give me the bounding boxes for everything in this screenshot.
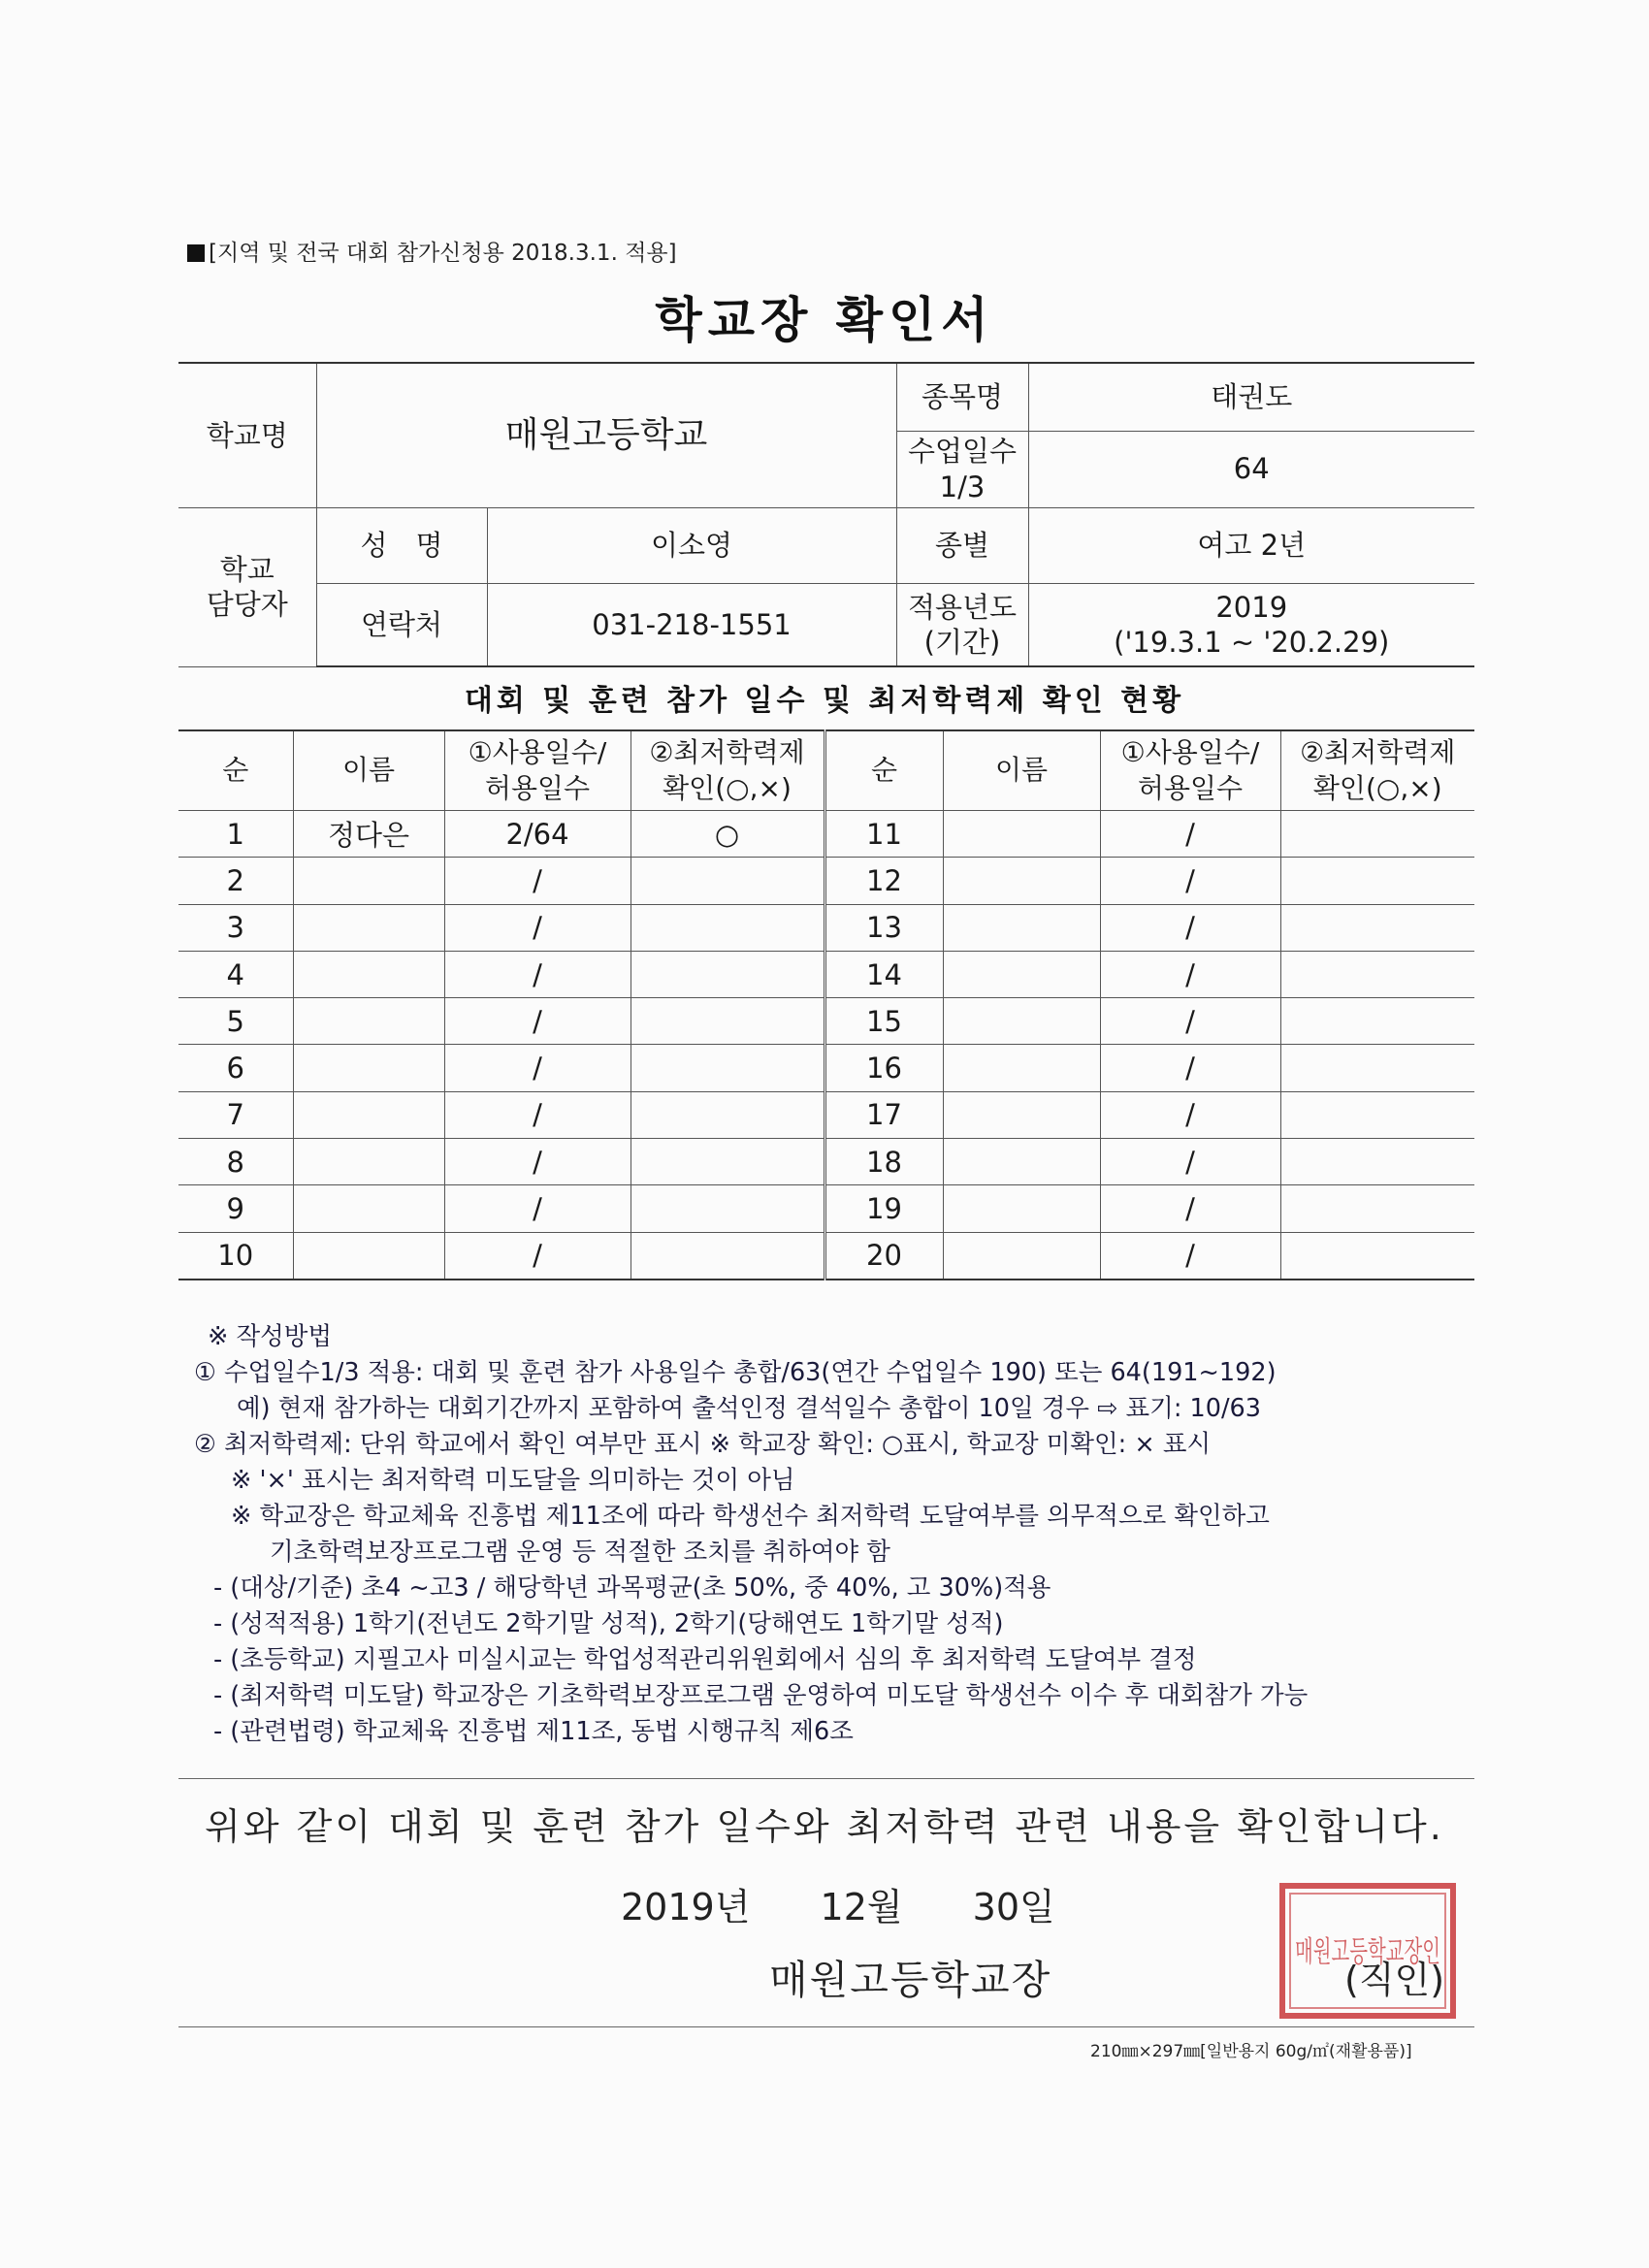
header-name: 이름 [293, 730, 444, 811]
header-no: 순 [178, 730, 293, 811]
table-row [178, 904, 1474, 951]
row-number: 8 [178, 1139, 293, 1185]
min-academic-check [630, 1045, 824, 1091]
used-days: 2/64 [444, 811, 630, 858]
issue-date [621, 1877, 1114, 1930]
instruction-line: ※ '×' 표시는 최저학력 미도달을 의미하는 것이 아님 [231, 1466, 795, 1495]
row-number: 17 [824, 1091, 943, 1138]
athlete-name: 정다은 [293, 811, 444, 858]
date-month: 12월 [820, 1886, 903, 1928]
used-days: / [1100, 858, 1280, 904]
header-name: 이름 [943, 730, 1100, 811]
school-name-value: 매원고등학교 [316, 363, 896, 507]
category-label: 종별 [896, 507, 1028, 583]
paper-size-note: 210㎜×297㎜[일반용지 60g/㎡(재활용품)] [1090, 2042, 1412, 2061]
used-days: / [444, 951, 630, 997]
athlete-name [943, 858, 1100, 904]
min-academic-check [1280, 1232, 1474, 1280]
school-name-label: 학교명 [178, 363, 316, 507]
black-square-icon [187, 244, 205, 262]
used-days: / [1100, 1045, 1280, 1091]
min-academic-check [630, 904, 824, 951]
min-academic-check [1280, 1139, 1474, 1185]
athlete-name [943, 811, 1100, 858]
athlete-name [293, 858, 444, 904]
document-title: 학교장 확인서 [655, 292, 994, 348]
min-academic-check [1280, 811, 1474, 858]
athlete-name [943, 951, 1100, 997]
used-days: / [444, 1232, 630, 1280]
table-row [178, 1232, 1474, 1280]
school-info-table [178, 362, 1474, 667]
row-number: 4 [178, 951, 293, 997]
used-days: / [1100, 904, 1280, 951]
instruction-line: ※ 학교장은 학교체육 진흥법 제11조에 따라 학생선수 최저학력 도달여부를 의무적으로 확인하고 [231, 1502, 1270, 1531]
instruction-line: - (성적적용) 1학기(전년도 2학기말 성적), 2학기(당해연도 1학기말 성적) [213, 1609, 1004, 1638]
athlete-name [293, 1045, 444, 1091]
row-number: 16 [824, 1045, 943, 1091]
row-number: 9 [178, 1185, 293, 1232]
min-academic-check [1280, 951, 1474, 997]
min-academic-check [1280, 998, 1474, 1045]
athlete-name [293, 1185, 444, 1232]
principal-signature: 매원고등학교장 [769, 1957, 1052, 2003]
min-academic-check: ○ [630, 811, 824, 858]
table-row [178, 1185, 1474, 1232]
min-academic-check [630, 858, 824, 904]
row-number: 19 [824, 1185, 943, 1232]
staff-label: 학교 담당자 [178, 507, 316, 666]
instruction-line: 기초학력보장프로그램 운영 등 적절한 조치를 취하여야 함 [270, 1538, 890, 1567]
instruction-line: - (초등학교) 지필고사 미실시교는 학업성적관리위원회에서 심의 후 최저학력 도달여부 결정 [213, 1645, 1197, 1674]
seal-label: (직인) [1344, 1959, 1445, 2001]
min-academic-check [1280, 1185, 1474, 1232]
header-no: 순 [824, 730, 943, 811]
athlete-name [943, 998, 1100, 1045]
athlete-name [293, 1139, 444, 1185]
athlete-name [943, 1045, 1100, 1091]
row-number: 14 [824, 951, 943, 997]
min-academic-check [1280, 1045, 1474, 1091]
used-days: / [444, 904, 630, 951]
table-row [178, 1045, 1474, 1091]
apply-year-label: 적용년도 (기간) [896, 583, 1028, 666]
used-days: / [1100, 811, 1280, 858]
participation-table [178, 729, 1474, 1280]
row-number: 15 [824, 998, 943, 1045]
min-academic-check [630, 1232, 824, 1280]
date-year: 2019년 [621, 1886, 751, 1928]
table-row [178, 811, 1474, 858]
instruction-line: - (대상/기준) 초4 ~고3 / 해당학년 과목평균(초 50%, 중 40%, 고 30%)적용 [213, 1573, 1051, 1603]
min-academic-check [630, 1091, 824, 1138]
min-academic-check [630, 1185, 824, 1232]
used-days: / [1100, 951, 1280, 997]
athlete-name [943, 1139, 1100, 1185]
min-academic-check [1280, 904, 1474, 951]
athlete-name [943, 1185, 1100, 1232]
instructions [194, 1319, 1490, 1750]
instruction-line: 예) 현재 참가하는 대회기간까지 포함하여 출석인정 결석일수 총합이 10일 경우 ⇨ 표기: 10/63 [237, 1394, 1261, 1423]
used-days: / [1100, 1185, 1280, 1232]
table-row [178, 858, 1474, 904]
used-days: / [1100, 1232, 1280, 1280]
sport-value: 태권도 [1028, 363, 1474, 431]
header-min-check: ②최저학력제 확인(○,×) [1280, 730, 1474, 811]
min-academic-check [630, 1139, 824, 1185]
section-title: 대회 및 훈련 참가 일수 및 최저학력제 확인 현황 [464, 684, 1185, 718]
form-usage-note: [지역 및 전국 대회 참가신청용 2018.3.1. 적용] [187, 235, 677, 267]
class-days-label: 수업일수 1/3 [896, 431, 1028, 507]
athlete-name [293, 998, 444, 1045]
used-days: / [1100, 1091, 1280, 1138]
row-number: 10 [178, 1232, 293, 1280]
instruction-line: ② 최저학력제: 단위 학교에서 확인 여부만 표시 ※ 학교장 확인: ○표시, 학교장 미확인: × 표시 [194, 1430, 1212, 1459]
row-number: 6 [178, 1045, 293, 1091]
row-number: 11 [824, 811, 943, 858]
row-number: 20 [824, 1232, 943, 1280]
header-min-check: ②최저학력제 확인(○,×) [630, 730, 824, 811]
table-row [178, 951, 1474, 997]
contact-value: 031-218-1551 [487, 583, 896, 666]
min-academic-check [630, 998, 824, 1045]
header-used-days: ①사용일수/ 허용일수 [1100, 730, 1280, 811]
used-days: / [444, 1045, 630, 1091]
used-days: / [444, 998, 630, 1045]
divider [178, 2026, 1474, 2027]
confirmation-statement: 위와 같이 대회 및 훈련 참가 일수와 최저학력 관련 내용을 확인합니다. [205, 1805, 1444, 1848]
date-day: 30일 [972, 1886, 1055, 1928]
row-number: 18 [824, 1139, 943, 1185]
divider [178, 1778, 1474, 1779]
header-used-days: ①사용일수/ 허용일수 [444, 730, 630, 811]
athlete-name [943, 1232, 1100, 1280]
used-days: / [444, 858, 630, 904]
athlete-name [293, 951, 444, 997]
row-number: 7 [178, 1091, 293, 1138]
row-number: 13 [824, 904, 943, 951]
table-row [178, 998, 1474, 1045]
class-days-value: 64 [1028, 431, 1474, 507]
row-number: 2 [178, 858, 293, 904]
used-days: / [1100, 998, 1280, 1045]
sport-label: 종목명 [896, 363, 1028, 431]
row-number: 1 [178, 811, 293, 858]
instruction-line: - (관련법령) 학교체육 진흥법 제11조, 동법 시행규칙 제6조 [213, 1717, 854, 1746]
used-days: / [444, 1091, 630, 1138]
used-days: / [1100, 1139, 1280, 1185]
athlete-name [293, 1091, 444, 1138]
athlete-name [943, 1091, 1100, 1138]
row-number: 5 [178, 998, 293, 1045]
athlete-name [943, 904, 1100, 951]
stamp-lettering: 매원고등학교장인 [1295, 1935, 1440, 1969]
table-row [178, 1139, 1474, 1185]
athlete-name [293, 1232, 444, 1280]
row-number: 12 [824, 858, 943, 904]
table-row [178, 1091, 1474, 1138]
used-days: / [444, 1139, 630, 1185]
instruction-line: ① 수업일수1/3 적용: 대회 및 훈련 참가 사용일수 총합/63(연간 수업일수 190) 또는 64(191~192) [194, 1358, 1277, 1387]
contact-label: 연락처 [316, 583, 487, 666]
apply-year-value: 2019 ('19.3.1 ~ '20.2.29) [1028, 583, 1474, 666]
min-academic-check [1280, 858, 1474, 904]
min-academic-check [1280, 1091, 1474, 1138]
min-academic-check [630, 951, 824, 997]
category-value: 여고 2년 [1028, 507, 1474, 583]
athlete-name [293, 904, 444, 951]
instruction-line: - (최저학력 미도달) 학교장은 기초학력보장프로그램 운영하여 미도달 학생선수 이수 후 대회참가 가능 [213, 1681, 1309, 1710]
instructions-heading: ※ 작성방법 [208, 1322, 333, 1351]
row-number: 3 [178, 904, 293, 951]
staff-name-label: 성 명 [316, 507, 487, 583]
table-header-row [178, 730, 1474, 811]
staff-name-value: 이소영 [487, 507, 896, 583]
used-days: / [444, 1185, 630, 1232]
